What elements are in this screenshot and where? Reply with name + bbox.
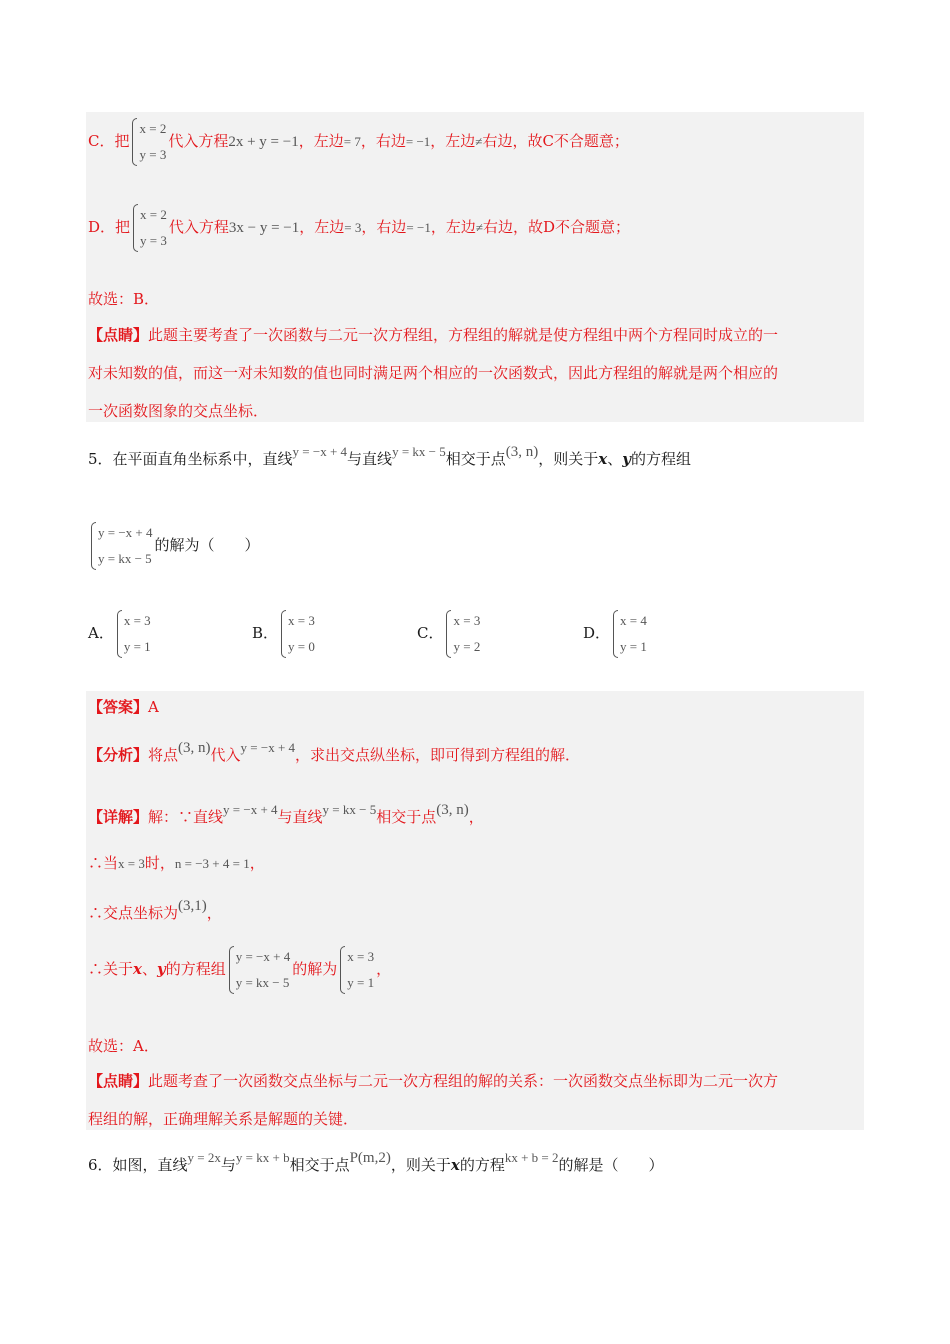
- step-1: ∴当x = 3时，n = −3 + 4 = 1，: [88, 854, 265, 872]
- tip-1-line-3: 一次函数图象的交点坐标．: [88, 402, 269, 420]
- question-6: 6．如图，直线y = 2x与y = kx + b相交于点P(m,2)，则关于x的方程kx + b = 2的解是（ ）: [88, 1150, 664, 1174]
- solution-system: x = 3 y = 1: [339, 944, 374, 996]
- option-c-check: C．把 x = 2 y = 3 代入方程2x + y = −1，左边= 7，右边= −1，左边≠右边，故C不合题意；: [88, 116, 629, 168]
- tip-1-line-1: 【点睛】此题主要考查了一次函数与二元一次方程组，方程组的解就是使方程组中两个方程同时成立的一: [88, 326, 779, 344]
- select-a: 故选：A．: [88, 1037, 159, 1055]
- select-b: 故选：B．: [88, 290, 160, 308]
- tip-1-line-2: 对未知数的值，而这一对未知数的值也同时满足两个相应的一次函数式，因此方程组的解就是两个相应的: [88, 364, 779, 382]
- question-5: 5．在平面直角坐标系中，直线y = −x + 4与直线y = kx − 5相交于点(3, n)，则关于x、y的方程组: [88, 444, 691, 468]
- equation-system: y = −x + 4 y = kx − 5: [228, 944, 291, 996]
- option-d[interactable]: D． x = 4 y = 1: [583, 608, 649, 660]
- detail: 【详解】解：∵直线y = −x + 4与直线y = kx − 5相交于点(3, n)，: [88, 802, 484, 826]
- equation-system: y = −x + 4 y = kx − 5: [90, 520, 153, 572]
- option-d-check: D．把 x = 2 y = 3 代入方程3x − y = −1，左边= 3，右边= −1，左边≠右边，故D不合题意；: [88, 202, 630, 254]
- equation-system: x = 2 y = 3: [131, 116, 166, 168]
- option-a[interactable]: A． x = 3 y = 1: [88, 608, 153, 660]
- answer: 【答案】A: [88, 698, 159, 716]
- tip-2-line-1: 【点睛】此题考查了一次函数交点坐标与二元一次方程组的解的关系：一次函数交点坐标即为二元一次方: [88, 1072, 779, 1090]
- step-3: ∴关于x、y的方程组 y = −x + 4 y = kx − 5 的解为 x = 3 y = 1 ，: [88, 944, 391, 996]
- analysis: 【分析】将点(3, n)代入y = −x + 4，求出交点纵坐标，即可得到方程组的解．: [88, 740, 581, 764]
- tip-2-line-2: 程组的解，正确理解关系是解题的关键．: [88, 1110, 359, 1128]
- equation-system: x = 2 y = 3: [132, 202, 167, 254]
- option-b[interactable]: B． x = 3 y = 0: [252, 608, 317, 660]
- option-c[interactable]: C． x = 3 y = 2: [417, 608, 482, 660]
- step-2: ∴交点坐标为(3,1)，: [88, 898, 222, 922]
- question-5-system: y = −x + 4 y = kx − 5 的解为（ ）: [88, 520, 260, 572]
